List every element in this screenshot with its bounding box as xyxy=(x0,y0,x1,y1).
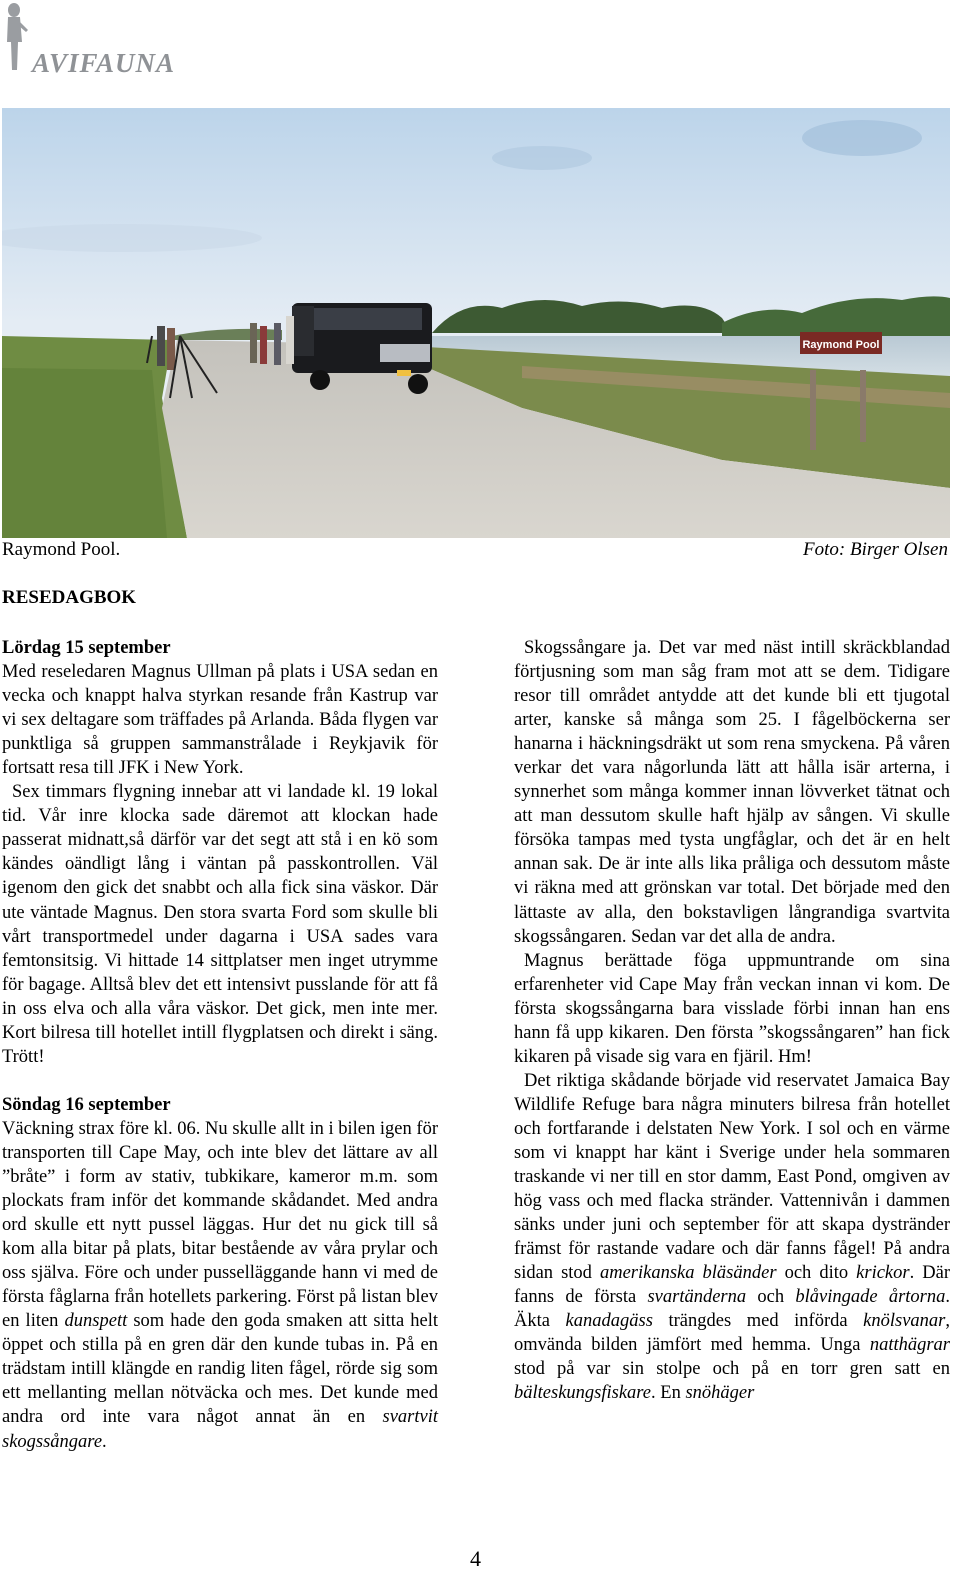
species-name: svartänderna xyxy=(647,1287,747,1308)
article-heading: RESEDAGBOK xyxy=(2,587,137,608)
species-name: amerikanska bläsänder xyxy=(599,1263,777,1284)
species-name: bälteskungsfiskare xyxy=(514,1383,652,1404)
photo-caption: Raymond Pool. xyxy=(2,539,121,560)
logo-text: AVIFAUNA xyxy=(32,48,176,78)
species-name: knölsvanar xyxy=(863,1311,946,1332)
right-paragraph-3: Det riktiga skådande började vid reservatet Jamaica Bay Wildlife Refuge bara några minuters bilresa från hotellet och fortfarande i delstaten New York. I sol och en värme som vi knappt har känt i Sverige under hela sommaren traskande vi ner till en stor damm, East Pond, omgiven av hög vass och med flacka stränder. Vattennivån i dammen sänks under juni och september för att skapa dystränder främst för rastande vadare och där fanns fågel! På andra sidan stod amerikanska bläsänder och dito krickor. Där fanns de första svartänderna och blåvingade årtorna. Äkta kanadagäss trängdes med införda knölsvanar, omvända bilden jämfört med hemma. Unga natthägrar stod på var sin stolpe och på en torr gren satt en bälteskungsfiskare. En snöhäger xyxy=(514,1070,951,1404)
page-number: 4 xyxy=(470,1546,481,1571)
day2-paragraph-1: Väckning strax före kl. 06. Nu skulle allt in i bilen igen för transporten till Cape May, och inte blev det lättare av all ”bråte” i form av stativ, tubkikare, kameror m.m. som plockats fram inför det kommande skådandet. Med andra ord skulle ett nytt pussel läggas. Hur det nu gick till så kom alla bitar på plats, bitar bestående av våra prylar och oss själva. Före och under pusselläggande hann vi med de första fåglarna från hotellets parkering. Först på listan blev en liten dunspett som hade den goda smaken att sitta helt öppet och stilla på en gren där den kunde tubas in. På en trädstam intill klängde en randig liten fågel, rörde sig som ett mellanting mellan nötväcka och mes. Det kunde med andra ord inte vara något annat än en svartvit skogssångare. xyxy=(2,1118,438,1452)
right-paragraph-1: Skogssångare ja. Det var med näst intill skräckblandad förtjusning som man såg fram mot att se dem. Tidigare resor till området antydde att det kunde bli ett tjugotal arter, kanske så många som 25. I fågelböckerna ser hanarna i häckningsdräkt ut som rena smyckena. På våren verkar det vara någorlunda lätt att hålla isär arterna, i synnerhet som många kommer innan lövverket tätnat och att man dessutom skulle haft hjälp av sången. Vi skulle försöka tampas med tysta ungfåglar, och det är en helt annan sak. De är inte alls lika pråliga och dessutom måste vi räkna med att grönskan var total. Det började med den lättaste av alla, den bokstavligen långrandiga svartvita skogssångaren. Sedan var det alla de andra. xyxy=(514,638,950,947)
day1-paragraph-2: Sex timmars flygning innebar att vi landade kl. 19 lokal tid. Vår inre klocka sade däremot att klockan hade passerat midnatt,så därför var det segt att stå i en kö som kändes oändligt lång i väntan på passkontrollen. Väl igenom den gick det snabbt och alla fick sina väskor. Där ute väntade Magnus. Den stora svarta Ford som skulle bli vårt transportmedel under dagarna i USA sades vara femtonsitsig. Vi hittade 14 sittplatser men inget utrymme för bagage. Alltså blev det ett intensivt pusslande för att få in oss elva och alla våra väskor. Det gick, men inte mer. Kort bilresa till hotellet intill flygplatsen och direkt i säng. Trött! xyxy=(2,782,438,1067)
species-name: kanadagäss xyxy=(565,1311,653,1332)
photo-credit: Foto: Birger Olsen xyxy=(803,539,948,560)
right-column xyxy=(514,636,950,1406)
bird-watcher-logo-icon xyxy=(2,2,30,74)
species-name: krickor xyxy=(856,1263,910,1284)
day2-title: Söndag 16 september xyxy=(2,1094,171,1115)
raymond-pool-photo xyxy=(2,108,950,538)
day1-paragraph-1: Med reseledaren Magnus Ullman på plats i USA sedan en vecka och knappt halva styrkan resande från Kastrup var vi sex deltagare som träffades på Arlanda. Båda flygen var punktliga så gruppen sammanstrålade i Reykjavik för fortsatt resa till JFK i New York. xyxy=(2,662,438,779)
day1-title: Lördag 15 september xyxy=(2,638,171,658)
species-name: natthägrar xyxy=(869,1335,950,1356)
left-column xyxy=(2,636,438,1454)
sign-text: Raymond Pool xyxy=(802,339,880,351)
species-name: blåvingade årtorna xyxy=(795,1287,946,1308)
species-name: snöhäger xyxy=(685,1383,755,1404)
right-paragraph-2: Magnus berättade föga uppmuntrande om sina erfarenheter vid Cape May från veckan innan vi kom. De första skogssångarna bara visslade förbi innan han ens hann få upp kikaren. Den första ”skogssångaren” han fick kikaren på visade sig vara en fjäril. Hm! xyxy=(514,950,950,1067)
avifauna-logo xyxy=(2,2,202,82)
species-name: dunspett xyxy=(64,1311,128,1332)
species-name: svartvit skogssångare xyxy=(2,1407,438,1452)
